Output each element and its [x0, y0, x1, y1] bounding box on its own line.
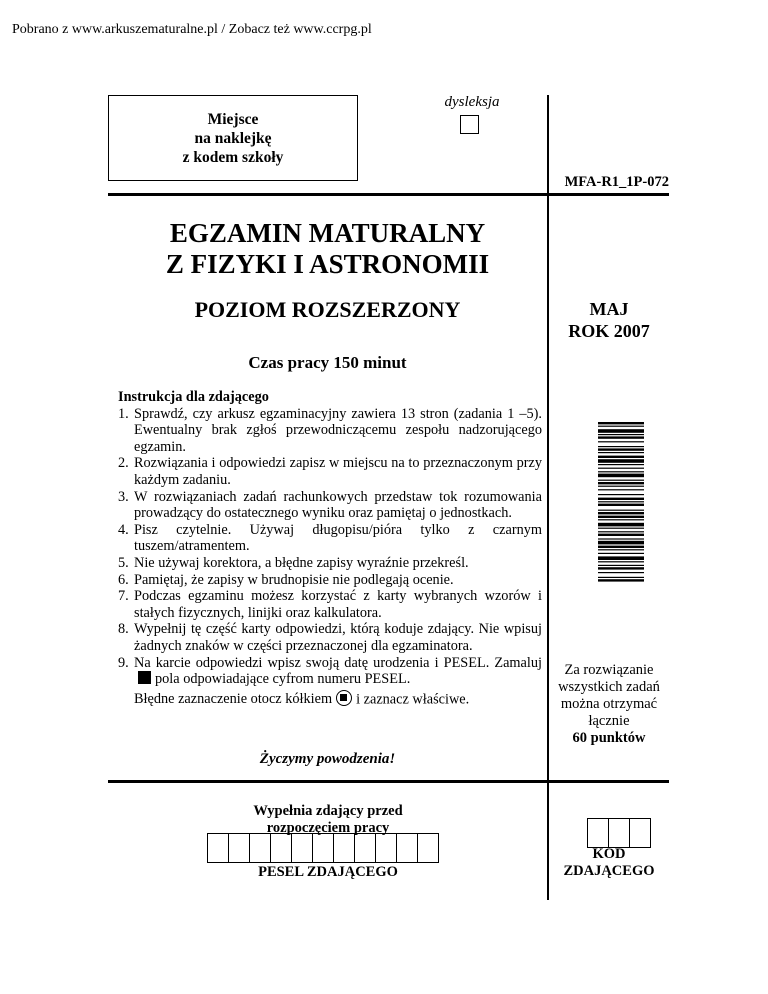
sticker-line: z kodem szkoły — [182, 148, 284, 166]
instruction-item: 5. Nie używaj korektora, a błędne zapisy wyraźnie przekreśl. — [118, 554, 469, 571]
student-code-grid[interactable] — [588, 818, 651, 848]
instructions-list — [118, 406, 542, 708]
instruction-item: 6. Pamiętaj, że zapisy w brudnopisie nie podlegają ocenie. — [118, 571, 454, 588]
instruction-item: 7. Podczas egzaminu możesz korzystać z karty wybranych wzorów i stałych fizycznych, linijki oraz kalkulatora. — [118, 588, 542, 621]
pesel-label — [208, 803, 448, 837]
exam-duration: Czas pracy 150 minut — [248, 353, 407, 372]
kod-caption-line: KOD — [592, 846, 626, 862]
instruction-item: 4. Pisz czytelnie. Używaj długopisu/pióra tylko z czarnym tuszem/atramentem. — [118, 521, 542, 555]
exam-code: MFA-R1_1P-072 — [564, 174, 669, 190]
pesel-label-line: Wypełnia zdający przed — [253, 803, 403, 819]
digit-cell[interactable] — [587, 818, 609, 848]
pesel-label-line: rozpoczęciem pracy — [266, 820, 390, 836]
exam-month: MAJ — [589, 299, 629, 319]
instructions-heading: Instrukcja dla zdającego — [118, 389, 269, 405]
dyslexia-checkbox[interactable] — [460, 115, 479, 134]
top-divider — [108, 193, 669, 196]
sticker-line: na naklejkę — [194, 129, 272, 147]
good-luck-message: Życzymy powodzenia! — [259, 751, 396, 767]
dyslexia-label: dysleksja — [444, 94, 500, 110]
instructions — [118, 389, 542, 708]
digit-cell[interactable] — [608, 818, 630, 848]
digit-cell[interactable] — [270, 833, 292, 863]
score-line: wszystkich zadań — [558, 679, 660, 695]
title-line-1: EGZAMIN MATURALNY — [169, 218, 486, 248]
digit-cell[interactable] — [629, 818, 651, 848]
exam-title — [108, 218, 547, 280]
title-line-2: Z FIZYKI I ASTRONOMII — [165, 249, 490, 279]
digit-cell[interactable] — [333, 833, 355, 863]
barcode-icon — [598, 422, 644, 632]
filled-square-icon — [138, 671, 151, 684]
digit-cell[interactable] — [354, 833, 376, 863]
exam-date — [549, 298, 669, 342]
download-note: Pobrano z www.arkuszematuralne.pl / Zobacz też www.ccrpg.pl — [12, 22, 372, 37]
bottom-divider — [108, 780, 669, 783]
score-line: Za rozwiązanie — [564, 662, 654, 678]
instruction-item: 1. Sprawdź, czy arkusz egzaminacyjny zawiera 13 stron (zadania 1 –5). Ewentualny brak zgłoś przewodniczącemu zespołu nadzorującego egzamin. — [118, 405, 542, 455]
pesel-caption: PESEL ZDAJĄCEGO — [258, 864, 398, 880]
circled-square-icon — [336, 690, 352, 706]
digit-cell[interactable] — [249, 833, 271, 863]
digit-cell[interactable] — [396, 833, 418, 863]
exam-year: ROK 2007 — [568, 321, 650, 341]
digit-cell[interactable] — [312, 833, 334, 863]
score-line: można otrzymać — [560, 696, 658, 712]
max-score-info — [549, 662, 669, 747]
digit-cell[interactable] — [228, 833, 250, 863]
max-points: 60 punktów — [572, 730, 646, 746]
instruction-item: 9. Na karcie odpowiedzi wpisz swoją datę urodzenia i PESEL. Zamalujpola odpowiadające cyfrom numeru PESEL. Błędne zaznaczenie otocz kółkiem i zaznacz właściwe. — [118, 654, 542, 708]
digit-cell[interactable] — [207, 833, 229, 863]
instruction-item: 3. W rozwiązaniach zadań rachunkowych przedstaw tok rozumowania prowadzący do ostatecznego wyniku oraz pamiętaj o jednostkach. — [118, 488, 542, 522]
digit-cell[interactable] — [291, 833, 313, 863]
instruction-item: 8. Wypełnij tę część karty odpowiedzi, którą koduje zdający. Nie wpisuj żadnych znaków w części przeznaczonej dla egzaminatora. — [118, 621, 542, 654]
sticker-line: Miejsce — [207, 110, 259, 128]
digit-cell[interactable] — [417, 833, 439, 863]
score-line: łącznie — [588, 713, 630, 729]
student-code-caption — [549, 846, 669, 880]
exam-level: POZIOM ROZSZERZONY — [194, 297, 461, 322]
instruction-item: 2. Rozwiązania i odpowiedzi zapisz w miejscu na to przeznaczonym przy każdym zadaniu. — [118, 455, 542, 488]
school-sticker-box — [108, 95, 358, 181]
kod-caption-line: ZDAJĄCEGO — [563, 863, 655, 879]
digit-cell[interactable] — [375, 833, 397, 863]
pesel-input-grid[interactable] — [208, 833, 439, 863]
